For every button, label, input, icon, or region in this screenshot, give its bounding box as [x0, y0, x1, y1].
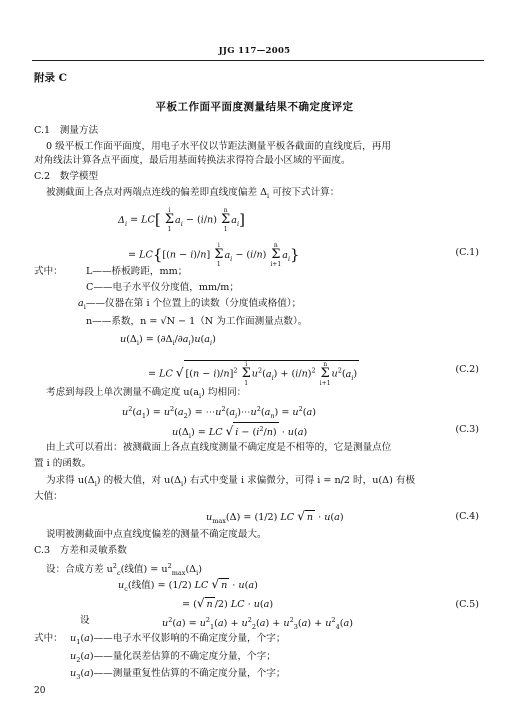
c2-max-line2: 大值：	[34, 491, 63, 502]
def-a: $a_i——$仪器在第 i 个位置上的读数（分度值或格值）；	[78, 298, 302, 311]
appendix-subtitle: 平板工作面平面度测量结果不确定度评定	[155, 101, 354, 113]
c2-explain: 说明被测截面中点直线度偏差的测量不确定度最大。	[46, 529, 267, 540]
equation-c3-line2: $u(\Delta_i)$ = LC √ $i - (i^2/n) \cdot u(a)$	[172, 422, 307, 443]
document-header-code: JJG 117—2005	[218, 46, 291, 56]
c2-where: 式中：	[34, 266, 63, 277]
c2-intro: 被测截面上各点对两端点连线的偏差即直线度偏差 $\Delta_i$ 可按下式计算：	[46, 187, 340, 200]
def-u1: $u_1(a)——$电子水平仪影响的不确定度分量，个字；	[70, 633, 286, 646]
equation-c5-line1: $u_c$(线值) = (1/2) LC √ n · u(a)	[118, 577, 258, 593]
c1-text-line1: 0 级平板工作面平面度，用电子水平仪以节距法测量平板各截面的直线度后，再用	[46, 141, 391, 152]
c2-conclude-line1: 由上式可以看出：被测截面上各点直线度测量不确定度是不相等的，它是测量点位	[46, 442, 392, 453]
equation-c5-line3: $u^2(a) = u^2_1(a) + u^2_2(a) + u^2_3(a) + u^2_4(a)$	[162, 616, 353, 632]
c3-where: 式中：	[34, 633, 63, 644]
equation-c5-label: (C.5)	[455, 599, 479, 610]
equation-c3-label: (C.3)	[455, 424, 479, 435]
section-c3-heading: C.3 方差和灵敏系数	[34, 545, 127, 556]
c2-assume: 考虑到每段上单次测量不确定度 $u(a_i)$ 均相同：	[46, 387, 247, 400]
header-rule	[32, 60, 484, 61]
section-c1-heading: C.1 测量方法	[34, 125, 99, 136]
page-number: 20	[34, 686, 46, 696]
def-n: n——系数，n = √N − 1（N 为工作面测量点数）。	[86, 316, 308, 327]
c3-set: 设：合成方差 $u^2_c$(线值) = $u^2_{max}(\Delta_i)$	[46, 562, 202, 578]
equation-c1-line2: = LC{[(n − i)/n] i Σ 1 $a_i - (i/n)$ n Σ i+1 $a_i$}	[128, 242, 300, 268]
c1-text-line2: 对角线法计算各点平面度，最后用基面转换法求得符合最小区域的平面度。	[34, 155, 351, 166]
def-L: L——桥板跨距，mm；	[86, 266, 188, 277]
c2-max-line1: 为求得 $u(\Delta_i)$ 的极大值，对 $u(\Delta_i)$ 右式中变量 i 求偏微分，可得 i = n/2 时，u(Δ) 有极	[46, 475, 416, 488]
def-u2: $u_2(a)——$量化误差估算的不确定度分量，个字；	[70, 651, 276, 664]
equation-c5-line2: = (√ n /2) LC · u(a)	[182, 596, 274, 610]
equation-c4: $u_{max}(\Delta) = (1/2)$ LC √ n · u(a)	[206, 509, 344, 525]
equation-c2-line2: = LC √ $[(n - i)/n]^2$ i Σ 1 $u^2(a_i) + (i/n)^2$ n Σ i+1 $u^2(a_i)$	[148, 361, 358, 387]
def-C: C——电子水平仪分度值，mm/m；	[86, 282, 239, 293]
appendix-title: 附录 C	[34, 72, 68, 84]
def-u3: $u_3(a)——$测量重复性估算的不确定度分量，个字；	[70, 668, 286, 681]
c2-conclude-line2: 置 i 的函数。	[34, 458, 92, 469]
equation-c1-label: (C.1)	[455, 247, 479, 258]
section-c2-heading: C.2 数学模型	[34, 171, 99, 182]
equation-c2-line1: $u(\Delta_i) = (\partial\Delta_i/\partial a_i)u(a_i)$	[120, 334, 216, 347]
equation-c4-label: (C.4)	[455, 511, 479, 522]
c3-she: 设	[80, 615, 90, 626]
equation-c2-label: (C.2)	[455, 364, 479, 375]
equation-c1-line1: $\Delta_i = LC$[ i Σ 1 $a_i - (i/n)$ n Σ 1 $a_i$]	[118, 207, 245, 233]
equation-c3-line1: $u^2(a_1) = u^2(a_2)$ = $\cdots u^2(a_i)\cdots u^2(a_n) = u^2(a)$	[122, 405, 316, 421]
